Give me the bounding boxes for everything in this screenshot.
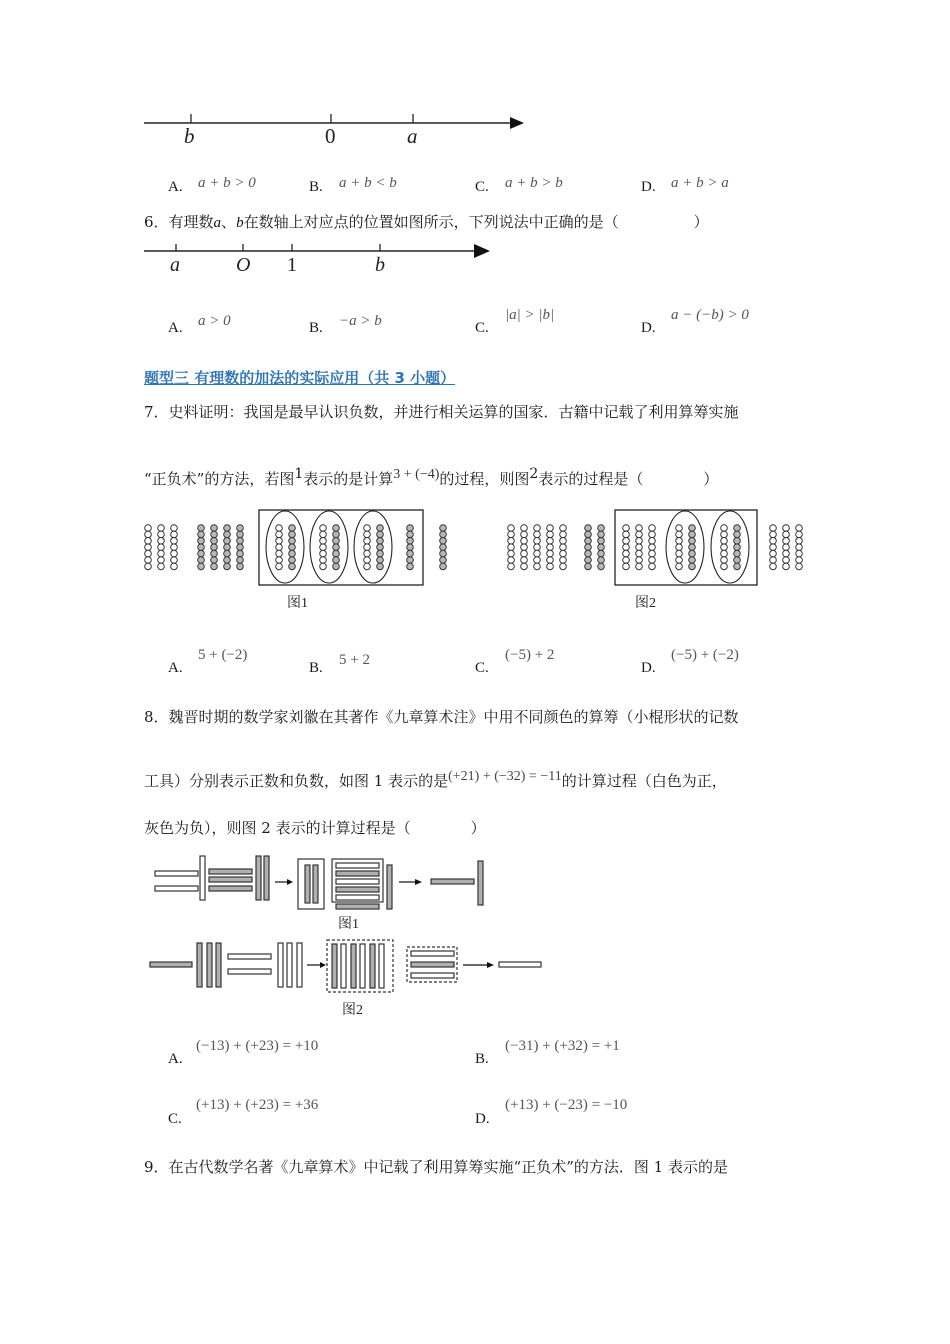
q6-option-c-label: C. [475,320,489,336]
q5-option-b-expr: a + b < b [339,175,397,191]
q8-stem-line2 [144,767,727,791]
q5-option-a-expr: a + b > 0 [198,175,256,191]
q6-axis-label-origin: O [236,254,251,276]
q6-stem [144,212,709,233]
q7-text-d: 表示的过程是（ ） [538,470,719,488]
q6-axis-label-one: 1 [287,254,297,276]
q8-option-c-label: C. [168,1111,182,1127]
q5-option-a-label: A. [168,179,183,195]
q8-option-d-expr: (+13) + (−23) = −10 [505,1097,628,1113]
q8-text-a: 工具）分别表示正数和负数，如图 1 表示的是 [144,772,449,790]
q6-var-b: b [236,215,244,231]
q7-figure-2 [500,505,820,595]
q6-option-b-expr: −a > b [339,313,382,329]
q8-option-d-label: D. [475,1111,490,1127]
q9-stem-line1: 9．在古代数学名著《九章算术》中记载了利用算筹实施“正负术”的方法．图 1 表示的是 [144,1158,728,1176]
q6-option-d-expr: a − (−b) > 0 [671,307,749,323]
q8-figure-1 [145,850,495,915]
q5-axis-label-b: b [184,124,195,148]
q7-option-d-expr: (−5) + (−2) [671,647,739,663]
q7-option-a-expr: 5 + (−2) [198,647,248,663]
q7-fig2-caption: 图2 [635,596,656,611]
q6-var-a: a [213,215,222,231]
q8-option-b-label: B. [475,1051,489,1067]
q8-figure-2 [145,938,545,998]
q7-fig-ref2: 2 [529,466,539,482]
q8-stem-line3: 灰色为负），则图 2 表示的计算过程是（ ） [144,819,486,837]
q8-option-a-expr: (−13) + (+23) = +10 [196,1038,319,1054]
q7-option-a-label: A. [168,660,183,676]
q5-option-d-label: D. [641,179,656,195]
q6-stem-prefix: 6．有理数 [144,213,214,231]
q8-fig1-caption: 图1 [338,917,359,932]
q5-option-c-expr: a + b > b [505,175,563,191]
q8-stem-line1: 8．魏晋时期的数学家刘徽在其著作《九章算术注》中用不同颜色的算筹（小棍形状的记数 [144,708,739,726]
q7-stem-line1: 7．史料证明：我国是最早认识负数，并进行相关运算的国家．古籍中记载了利用算筹实施 [144,403,739,421]
q7-option-c-expr: (−5) + 2 [505,647,555,663]
q7-figure-1 [140,505,470,595]
q5-option-c-label: C. [475,179,489,195]
q8-option-a-label: A. [168,1051,183,1067]
q7-option-c-label: C. [475,660,489,676]
q8-option-c-expr: (+13) + (+23) = +36 [196,1097,319,1113]
q7-option-b-expr: 5 + 2 [339,652,370,668]
q5-option-d-expr: a + b > a [671,175,729,191]
q6-stem-suffix: 在数轴上对应点的位置如图所示，下列说法中正确的是（ ） [243,213,709,231]
q8-expr: (+21) + (−32) = −11 [448,769,562,784]
q5-axis-label-zero: 0 [325,124,336,148]
q8-text-b: 的计算过程（白色为正， [561,772,727,790]
q7-text-a: “正负术”的方法，若图 [144,470,295,488]
q7-text-c: 的过程，则图 [439,470,530,488]
q6-axis-label-b: b [375,254,385,276]
q6-option-c-expr: |a| > |b| [505,307,555,323]
q8-option-b-expr: (−31) + (+32) = +1 [505,1038,620,1054]
section-heading: 题型三 有理数的加法的实际应用（共 3 小题） [144,369,456,387]
q7-text-b: 表示的是计算 [303,470,394,488]
q7-expr: 3 + (−4) [393,467,440,482]
q6-axis-label-a: a [170,254,180,276]
q7-option-b-label: B. [309,660,323,676]
q7-stem-line2 [144,464,718,489]
q6-option-b-label: B. [309,320,323,336]
q5-axis-label-a: a [407,124,418,148]
q8-fig2-caption: 图2 [342,1003,363,1018]
q6-number-line [140,240,500,270]
q7-option-d-label: D. [641,660,656,676]
q7-fig-ref1: 1 [294,466,304,482]
q7-fig1-caption: 图1 [287,596,308,611]
q6-option-d-label: D. [641,320,656,336]
q6-sep: 、 [221,213,237,231]
q6-option-a-expr: a > 0 [198,313,231,329]
q5-option-b-label: B. [309,179,323,195]
q6-option-a-label: A. [168,320,183,336]
